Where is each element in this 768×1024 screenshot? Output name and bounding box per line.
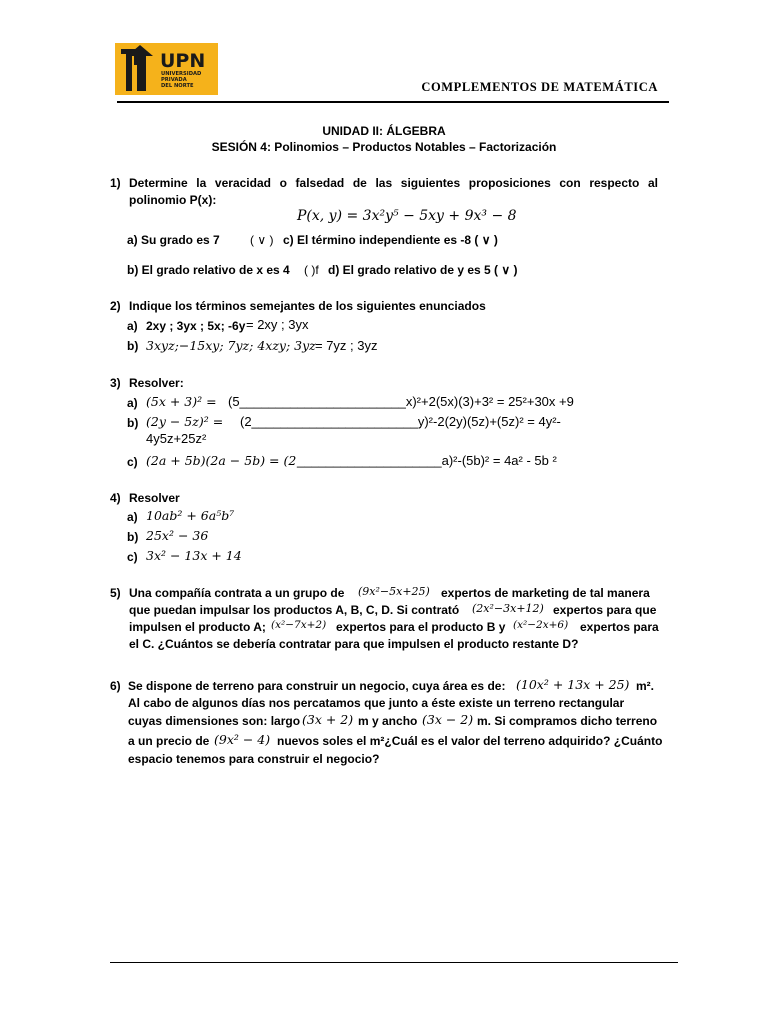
q5-line3-expr2: (x²−2x+6) [513,619,569,631]
q1-d: d) El grado relativo de y es 5 ( ∨ ) [328,263,518,277]
q6-line3-b: m y ancho [358,714,418,728]
q6-line3-expr1: (3x + 2) [302,712,354,727]
q1-polynomial: P(x, y) = 3x²y⁵ − 5xy + 9x³ − 8 [297,208,517,224]
q4-a-label: a) [127,510,138,524]
q6-line3-a: cuyas dimensiones son: largo [128,714,301,728]
footer-divider [110,962,678,963]
q1-b: b) El grado relativo de x es 4 [127,263,290,277]
q4-number: 4) [110,491,121,505]
q5-line3-c: expertos para [580,620,659,634]
q3-c-label: c) [127,455,138,469]
logo-subtext-2: PRIVADA [161,77,187,83]
q6-line4-expr: (9x² − 4) [214,732,271,747]
q3-text: Resolver: [129,376,184,390]
logo-subtext-1: UNIVERSIDAD [161,71,202,77]
q2-b-label: b) [127,339,139,353]
q3-c-expr: (2a + 5b)(2a − 5b) = (2 [146,453,297,468]
q5-line3-a: impulsen el producto A; [129,620,266,634]
q3-a-label: a) [127,396,138,410]
q3-c-answer: ____________________a)²-(5b)² = 4a² - 5b ² [297,453,557,468]
q6-line2: Al cabo de algunos días nos percatamos que junto a éste existe un terreno rectangular [128,696,625,710]
q5-line3-expr1: (x²−7x+2) [271,619,327,631]
q5-line4: el C. ¿Cuántos se debería contratar para que impulsen el producto restante D? [129,637,579,651]
q3-a-answer: (5_______________________x)²+2(5x)(3)+3² = 25²+30x +9 [228,394,574,409]
q5-line3-b: expertos para el producto B y [336,620,506,634]
q4-b-label: b) [127,530,139,544]
upn-logo [115,43,218,95]
q1-text-line2: polinomio P(x): [129,193,217,207]
q2-text: Indique los términos semejantes de los siguientes enunciados [129,299,486,313]
q3-b-answer-cont: 4y5z+25z² [146,431,207,446]
q2-a-label: a) [127,319,138,333]
q1-text-line1: Determine la veracidad o falsedad de las siguientes proposiciones con respecto al [129,176,658,190]
q1-b-answer: ( )f [304,263,319,277]
logo-text: UPN [160,50,206,72]
q2-b-answer: = 7yz ; 3yz [315,338,378,353]
q5-line2-b: expertos para que [553,603,657,617]
q6-line4-a: a un precio de [128,734,210,748]
q6-line4-b: nuevos soles el m²¿Cuál es el valor del terreno adquirido? ¿Cuánto [277,734,663,748]
q2-b-terms: 3xyz;−15xy; 7yz; 4xzy; 3yz [146,338,316,353]
q2-a-terms: 2xy ; 3yx ; 5x; -6y [146,319,246,333]
q6-line1-expr: (10x² + 13x + 25) [516,677,630,692]
q4-c-expr: 3x² − 13x + 14 [146,548,242,563]
logo-subtext-3: DEL NORTE [161,83,194,89]
q3-b-label: b) [127,416,139,430]
q3-b-expr: (2y − 5z)² = [146,414,224,429]
q2-number: 2) [110,299,121,313]
q6-number: 6) [110,679,121,693]
q5-line1-a: Una compañía contrata a un grupo de [129,586,345,600]
q5-line2-a: que puedan impulsar los productos A, B, C, D. Si contrató [129,603,460,617]
q3-a-expr: (5x + 3)² = [146,394,217,409]
q1-number: 1) [110,176,121,190]
q6-line3-expr2: (3x − 2) [422,712,474,727]
q3-b-answer: (2_______________________y)²-2(2y)(5z)+(5z)² = 4y²- [240,414,561,429]
q4-text: Resolver [129,491,180,505]
header-divider [117,101,669,103]
q6-line1-a: Se dispone de terreno para construir un negocio, cuya área es de: [128,679,506,693]
session-title: SESIÓN 4: Polinomios – Productos Notables – Factorización [211,140,557,154]
q4-b-expr: 25x² − 36 [146,528,209,543]
q2-a-answer: = 2xy ; 3yx [246,317,309,332]
q5-line2-expr: (2x²−3x+12) [472,602,544,615]
q1-c: c) El término independiente es -8 ( ∨ ) [283,233,498,247]
q1-a: a) Su grado es 7 [127,233,220,247]
unit-title: UNIDAD II: ÁLGEBRA [322,124,446,138]
q5-number: 5) [110,586,121,600]
course-title: COMPLEMENTOS DE MATEMÁTICA [421,80,658,94]
q6-line3-c: m. Si compramos dicho terreno [477,714,658,728]
q3-number: 3) [110,376,121,390]
q6-line5: espacio tenemos para construir el negocio? [128,752,380,766]
q4-c-label: c) [127,550,138,564]
q4-a-expr: 10ab² + 6a⁵b⁷ [146,508,235,523]
q6-line1-b: m². [636,679,654,693]
q1-a-answer: ( ∨ ) [250,233,274,247]
q5-line1-b: expertos de marketing de tal manera [441,586,650,600]
q5-line1-expr: (9x²−5x+25) [358,585,430,598]
